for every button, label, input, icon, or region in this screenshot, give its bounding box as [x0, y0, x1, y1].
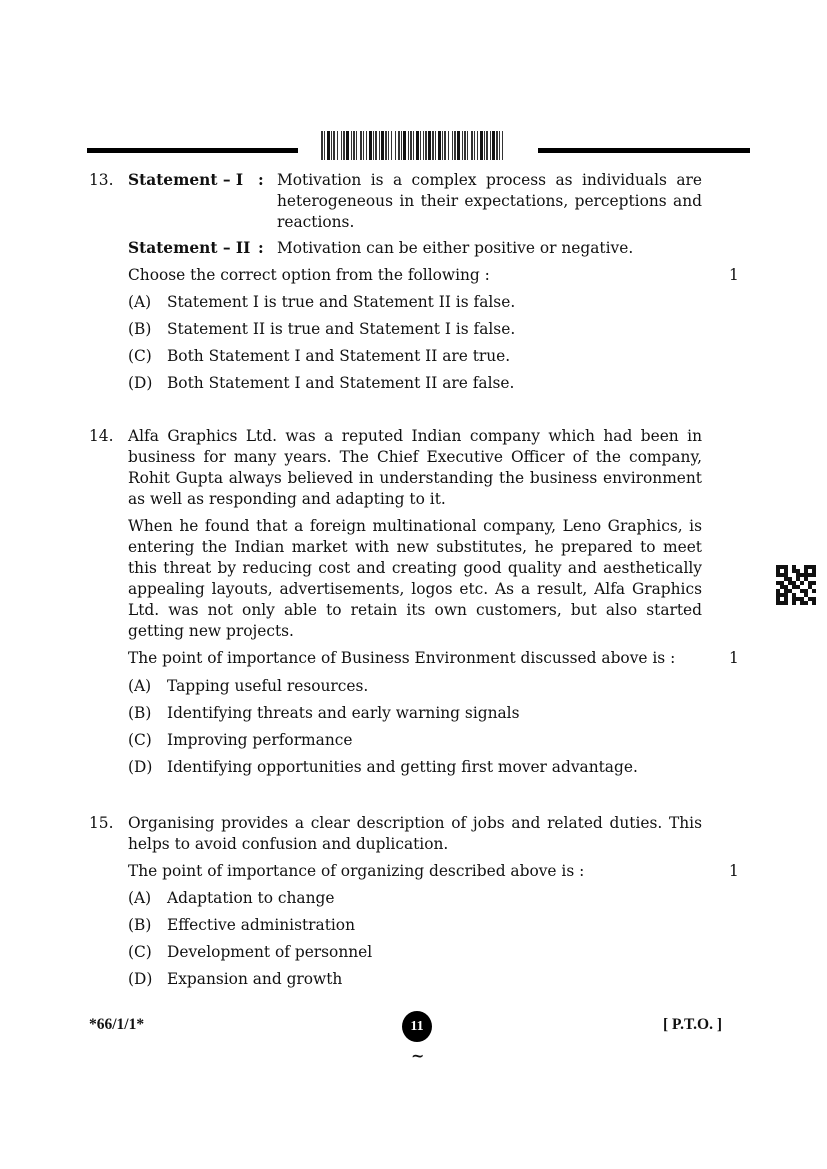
pto-label: [ P.T.O. ] — [663, 1016, 722, 1033]
option-label: (B) — [128, 704, 152, 722]
option-label: (D) — [128, 758, 153, 776]
option-a[interactable] — [128, 292, 515, 313]
statement-2-label: Statement – II — [128, 239, 251, 257]
option-d[interactable] — [128, 969, 342, 990]
option-text: Adaptation to change — [167, 889, 335, 907]
option-label: (D) — [128, 970, 153, 988]
option-b[interactable] — [128, 703, 520, 724]
option-label: (D) — [128, 374, 153, 392]
option-c[interactable] — [128, 346, 510, 367]
tilde-mark: ~ — [411, 1046, 425, 1065]
statement-2-text: Motivation can be either positive or negative. — [277, 239, 634, 257]
question-number: 15. — [89, 814, 114, 832]
statement-1-text: Motivation is a complex process as individuals are heterogeneous in their expectations, perceptions and reactions. — [277, 171, 702, 231]
option-label: (C) — [128, 347, 152, 365]
option-b[interactable] — [128, 915, 355, 936]
marks: 1 — [729, 862, 739, 880]
statement-1-colon: : — [258, 171, 264, 189]
question-paragraph-2: When he found that a foreign multinational company, Leno Graphics, is entering the Indian market with new substitutes, he prepared to meet this threat by reducing cost and creating good quality and aesthetically appealing layouts, advertisements, logos etc. As a result, Alfa Graphics Ltd. was not only able to retain its own customers, but also started getting new projects. — [128, 517, 702, 640]
question-paragraph-1: Alfa Graphics Ltd. was a reputed Indian company which had been in business for many years. The Chief Executive Officer of the company, Rohit Gupta always believed in understanding the business environment as well as responding and adapting to it. — [128, 427, 702, 508]
option-text: Effective administration — [167, 916, 355, 934]
option-label: (C) — [128, 943, 152, 961]
option-a[interactable] — [128, 888, 334, 909]
marks: 1 — [729, 266, 739, 284]
option-c[interactable] — [128, 942, 372, 963]
paper-code: *66/1/1* — [89, 1016, 145, 1033]
page-number-badge: 11 — [402, 1011, 432, 1042]
option-text: Tapping useful resources. — [167, 677, 369, 695]
option-label: (B) — [128, 320, 152, 338]
statement-2-colon: : — [258, 239, 264, 257]
marks: 1 — [729, 649, 739, 667]
question-number: 13. — [89, 171, 114, 189]
option-d[interactable] — [128, 373, 514, 394]
option-label: (A) — [128, 677, 152, 695]
option-d[interactable] — [128, 757, 638, 778]
option-text: Both Statement I and Statement II are true. — [167, 347, 511, 365]
option-label: (C) — [128, 731, 152, 749]
option-text: Both Statement I and Statement II are false. — [167, 374, 515, 392]
option-text: Identifying opportunities and getting first mover advantage. — [167, 758, 638, 776]
option-label: (A) — [128, 293, 152, 311]
question-paragraph-1: Organising provides a clear description of jobs and related duties. This helps to avoid confusion and duplication. — [128, 814, 702, 853]
option-c[interactable] — [128, 730, 352, 751]
option-a[interactable] — [128, 676, 368, 697]
option-text: Statement II is true and Statement I is false. — [167, 320, 516, 338]
option-text: Expansion and growth — [167, 970, 343, 988]
question-prompt: Choose the correct option from the following : — [128, 266, 490, 284]
barcode-icon — [321, 131, 506, 160]
statement-1-label: Statement – I — [128, 171, 244, 189]
option-text: Statement I is true and Statement II is false. — [167, 293, 516, 311]
question-prompt: The point of importance of organizing described above is : — [128, 862, 585, 880]
header-rule-left — [87, 148, 298, 153]
option-b[interactable] — [128, 319, 515, 340]
question-prompt: The point of importance of Business Environment discussed above is : — [128, 649, 676, 667]
option-text: Identifying threats and early warning signals — [167, 704, 520, 722]
option-label: (A) — [128, 889, 152, 907]
header-rule-right — [538, 148, 750, 153]
option-text: Improving performance — [167, 731, 353, 749]
question-number: 14. — [89, 427, 114, 445]
qr-code-icon — [776, 565, 816, 605]
option-label: (B) — [128, 916, 152, 934]
option-text: Development of personnel — [167, 943, 373, 961]
